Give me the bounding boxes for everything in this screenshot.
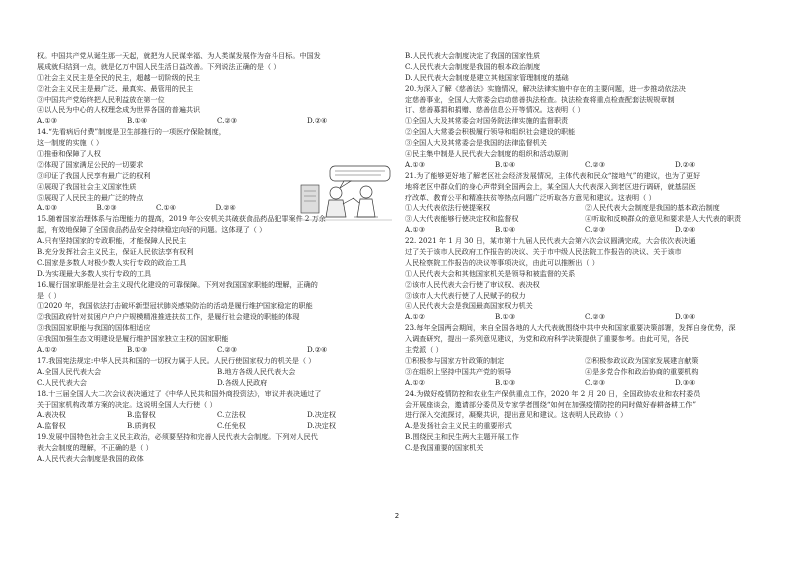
answer-option: D.②④	[675, 225, 696, 235]
text-line: 这一制度的实施（ ）	[37, 138, 104, 148]
text-line: ①全国人大及其常委会对国务院法律实施的监督职责	[405, 116, 569, 126]
answer-option: D.③④	[675, 312, 696, 322]
text-line: 会开展座谈会，邀请部分委员及专家学者围绕“如何在加强疫情防控的同时做好春耕备耕工作”	[405, 399, 697, 409]
answer-option: D.②④	[307, 345, 328, 355]
text-line: ②体现了国家满足公民的一切要求	[37, 159, 144, 169]
answer-option: B.①④	[495, 225, 516, 235]
answer-option: B.①④	[127, 116, 148, 126]
answer-option: ①人大代表依法行使提案权	[405, 203, 491, 213]
answer-options	[37, 345, 397, 356]
answer-option: A.①③	[405, 225, 426, 235]
text-line: 20.为深入了解《慈善法》实施情况，解决法律实施中存在的主要问题，进一步推动依法决	[405, 83, 686, 93]
answer-options	[37, 116, 397, 127]
text-line: ③该市人大代表行使了人民赋予的权力	[405, 290, 526, 300]
text-line: 定慈善事业，全国人大常委会启动慈善执法检查。执法检查将重点检查配套法规规章制	[405, 94, 675, 104]
text-line: 展成就归结到一点，就是亿万中国人民生活日益改善。下列说法正确的是（ ）	[37, 61, 281, 71]
answer-option: B.①③	[495, 312, 516, 322]
answer-options	[405, 312, 765, 323]
text-line: ④展现了我国社会主义国家性质	[37, 181, 137, 191]
text-line: ①人民代表大会和其他国家机关是领导和被监督的关系	[405, 268, 576, 278]
text-line: ②社会主义民主是最广泛、最真实、最管用的民主	[37, 83, 194, 93]
answer-option: ③在组织上坚持中国共产党的领导	[405, 366, 512, 376]
text-line: ④我国加强生态文明建设是履行维护国家独立主权的国家职能	[37, 334, 229, 344]
answer-option: D.②④	[307, 116, 328, 126]
text-line: ⑤展现了人民民主的最广泛的特点	[37, 192, 144, 202]
text-line: 地将老区中群众们的身心声带到全国两会上，某全国人大代表深入到老区进行调研，就基层医	[405, 181, 696, 191]
text-line: ②我国政府针对贫困户户户户规模精准推进扶贫工作，是履行社会建设的职能的体现	[37, 312, 300, 322]
text-line: 22. 2021 年 1 月 30 日，某市第十九届人民代表大会第六次会议圆满完成，大会依次表决通	[405, 236, 696, 246]
answer-option: A.①③	[37, 203, 58, 213]
text-line: 权。中国共产党从诞生那一天起，就把为人民谋幸福、为人类谋发展作为奋斗目标。中国发	[37, 51, 321, 60]
text-line: 19.发展中国特色社会主义民主政治，必须要坚持和完善人民代表大会制度。下列对人民代	[37, 432, 318, 442]
text-line: ①推垂和保障了人权	[37, 149, 101, 159]
text-line: ③中国共产党始终把人民利益放在第一位	[37, 94, 165, 104]
answer-option: A.①③	[405, 159, 426, 169]
text-line: ②全国人大常委会积极履行领导和组织社会建设的职能	[405, 127, 576, 137]
text-line: D.为实现最大多数人实行专政的工具	[37, 268, 152, 278]
text-line: 表大会制度的理解，不正确的是（ ）	[37, 443, 153, 453]
answer-option: A.①②	[37, 345, 58, 355]
answer-option: B.①④	[495, 159, 516, 169]
answer-options	[405, 225, 765, 236]
answer-option: A.①②	[405, 312, 426, 322]
answer-option: C.②③	[217, 345, 238, 355]
answer-options	[37, 378, 397, 389]
answer-option: D.②④	[215, 203, 236, 213]
text-line: A.只有坚持国家的专政职能，才能保障人民民主	[37, 236, 187, 246]
answer-option: D.决定权	[307, 421, 336, 431]
answer-option: B.地方各级人民代表大会	[217, 366, 296, 376]
cartoon-illustration	[296, 165, 394, 225]
text-line: ③全国人大及其常委会是我国的法律监督机关	[405, 138, 547, 148]
answer-option: ③人大代表能够行使决定权和监督权	[405, 214, 519, 224]
answer-option: C.任免权	[217, 421, 246, 431]
text-line: ④以人民为中心的人权理念成为世界各国的普遍共识	[37, 105, 201, 115]
answer-option: C.人民代表大会	[37, 377, 87, 387]
text-line: D.人民代表大会制度是建立其他国家管理制度的基础	[405, 72, 569, 82]
text-line: ②该市人民代表大会行使了审议权、表决权	[405, 279, 540, 289]
answer-options	[37, 203, 275, 214]
answer-options	[405, 203, 765, 214]
answer-option: ①积极参与国家方针政策的制定	[405, 355, 505, 365]
answer-option: ④听取和反映群众的意见和要求是人大代表的职责	[585, 214, 742, 224]
answer-option: C.②③	[585, 225, 606, 235]
answer-option: C.②③	[585, 377, 606, 387]
answer-option: C.立法权	[217, 410, 246, 420]
text-line: 主党派（ ）	[405, 345, 443, 355]
answer-option: D.决定权	[307, 410, 336, 420]
answer-option: B.质询权	[127, 421, 156, 431]
text-line: 21.为了能够更好地了解老区社会经济发展情况，主体代表和民众“接地气”的建议，也为了更好	[405, 170, 701, 180]
text-line: 入调查研究，提出一系列意见建议，为党和政府科学决策提供了重要参考。由此可见，各民	[405, 334, 689, 344]
text-line: 进行深入交流探讨，凝聚共识，提出意见和建议。这表明人民政协（ ）	[405, 410, 628, 420]
answer-options	[405, 356, 765, 367]
answer-option: B.①③	[495, 377, 516, 387]
answer-options	[405, 214, 765, 225]
answer-option: ②积极参政议政为国家发展建言献策	[585, 355, 699, 365]
text-line: ④民主集中制是人民代表大会制度的组织和活动原则	[405, 149, 569, 159]
answer-option: A.全国人民代表大会	[37, 366, 102, 376]
text-line: 14.“先看病后付费”制度是卫生部推行的一项医疗保险制度，	[37, 127, 226, 137]
answer-options	[405, 367, 765, 378]
answer-option: C.②③	[217, 116, 238, 126]
text-line: A.是发扬社会主义民主的重要形式	[405, 421, 512, 431]
answer-options	[37, 410, 397, 421]
answer-option: B.①③	[127, 345, 148, 355]
text-line: 过了关于该市人民政府工作报告的决议、关于市中级人民法院工作报告的决议、关于该市	[405, 247, 682, 257]
text-line: C.是我国重要的国家机关	[405, 443, 484, 453]
text-line: B.人民代表大会制度决定了我国的国家性质	[405, 51, 541, 60]
answer-option: B.②③	[96, 203, 117, 213]
text-line: C.国家是多数人对极少数人实行专政的政治工具	[37, 257, 187, 267]
text-line: ③我国国家职能与我国的国体相适应	[37, 323, 151, 333]
text-line: 关于国家机构改革方案的决定。这说明全国人大行使（ ）	[37, 399, 217, 409]
text-line: 23.每年全国两会期间，来自全国各地的人大代表就围绕中共中央和国家重要决策部署，发挥自身优势，深	[405, 323, 736, 333]
text-line: ①社会主义民主是全民的民主，超越一切阶级的民主	[37, 72, 201, 82]
right-column	[405, 51, 765, 454]
text-line: ④人民代表大会是我国最高国家权力机关	[405, 301, 533, 311]
text-line: 17.我国宪法规定:中华人民共和国的一切权力属于人民。人民行使国家权力的机关是（ ）	[37, 355, 316, 365]
answer-option: A.①③	[37, 116, 58, 126]
text-line: 16.履行国家职能是社会主义现代化建设的可靠保障。下列对我国国家职能的理解，正确的	[37, 279, 318, 289]
answer-option: A.表决权	[37, 410, 66, 420]
text-line: C.人民代表大会制度是我国的根本政治制度	[405, 61, 541, 71]
answer-options	[405, 160, 765, 171]
left-column	[37, 51, 397, 465]
answer-option: D.③④	[675, 377, 696, 387]
text-line: 是（ ）	[37, 290, 61, 300]
text-line: B.围绕民主和民生两大主题开展工作	[405, 432, 519, 442]
text-line: 疗改革、教育公平和精准扶贫等热点问题广泛听取各方意见和建议。这表明（ ）	[405, 192, 656, 202]
text-line: A.人民代表大会制度是我国的政体	[37, 453, 144, 463]
answer-option: D.②④	[675, 159, 696, 169]
text-line: ①2020 年，我国依法打击破坏新型冠状肺炎感染防治的活动是履行维护国家稳定的职能	[37, 301, 313, 311]
answer-option: C.②③	[585, 312, 606, 322]
answer-options	[405, 378, 765, 389]
text-line: 人民检察院工作报告的决议等事项决议，由此可以推断出（ ）	[405, 257, 599, 267]
answer-option: ④是多党合作和政治协商的重要机构	[585, 366, 699, 376]
answer-option: C.①④	[156, 203, 177, 213]
text-line: B.充分发挥社会主义民主，保证人民依法享有权利	[37, 247, 194, 257]
answer-option: D.各级人民政府	[217, 377, 268, 387]
text-line: 24.为做好疫情防控和农业生产保供重点工作，2020 年 2 月 20 日，全国政协农业和农村委员	[405, 388, 701, 398]
text-line: 起，有效地保障了全国食品药品安全持续稳定向好的问题。这体现了（ ）	[37, 225, 267, 235]
text-line: 18.十三届全国人大二次会议表决通过了《中华人民共和国外商投资法》，审议并表决通过了	[37, 388, 322, 398]
answer-option: A.监督权	[37, 421, 66, 431]
page-number: 2	[394, 512, 400, 520]
answer-option: A.①②	[405, 377, 426, 387]
text-line: 15.随着国家治理体系与治理能力的提高，2019 年公安机关共破获食品药品犯罪案件 2 万余	[37, 214, 326, 224]
text-line: 订、慈善募捐和捐赠、慈善信息公开等情况。这表明（ ）	[405, 105, 585, 115]
answer-option: B.监督权	[127, 410, 156, 420]
text-line: ③印证了我国人民享有最广泛的权利	[37, 170, 151, 180]
answer-option: C.②③	[585, 159, 606, 169]
answer-options	[37, 367, 397, 378]
answer-option: ②人民代表大会制度是我国的基本政治制度	[585, 203, 720, 213]
answer-options	[37, 421, 397, 432]
